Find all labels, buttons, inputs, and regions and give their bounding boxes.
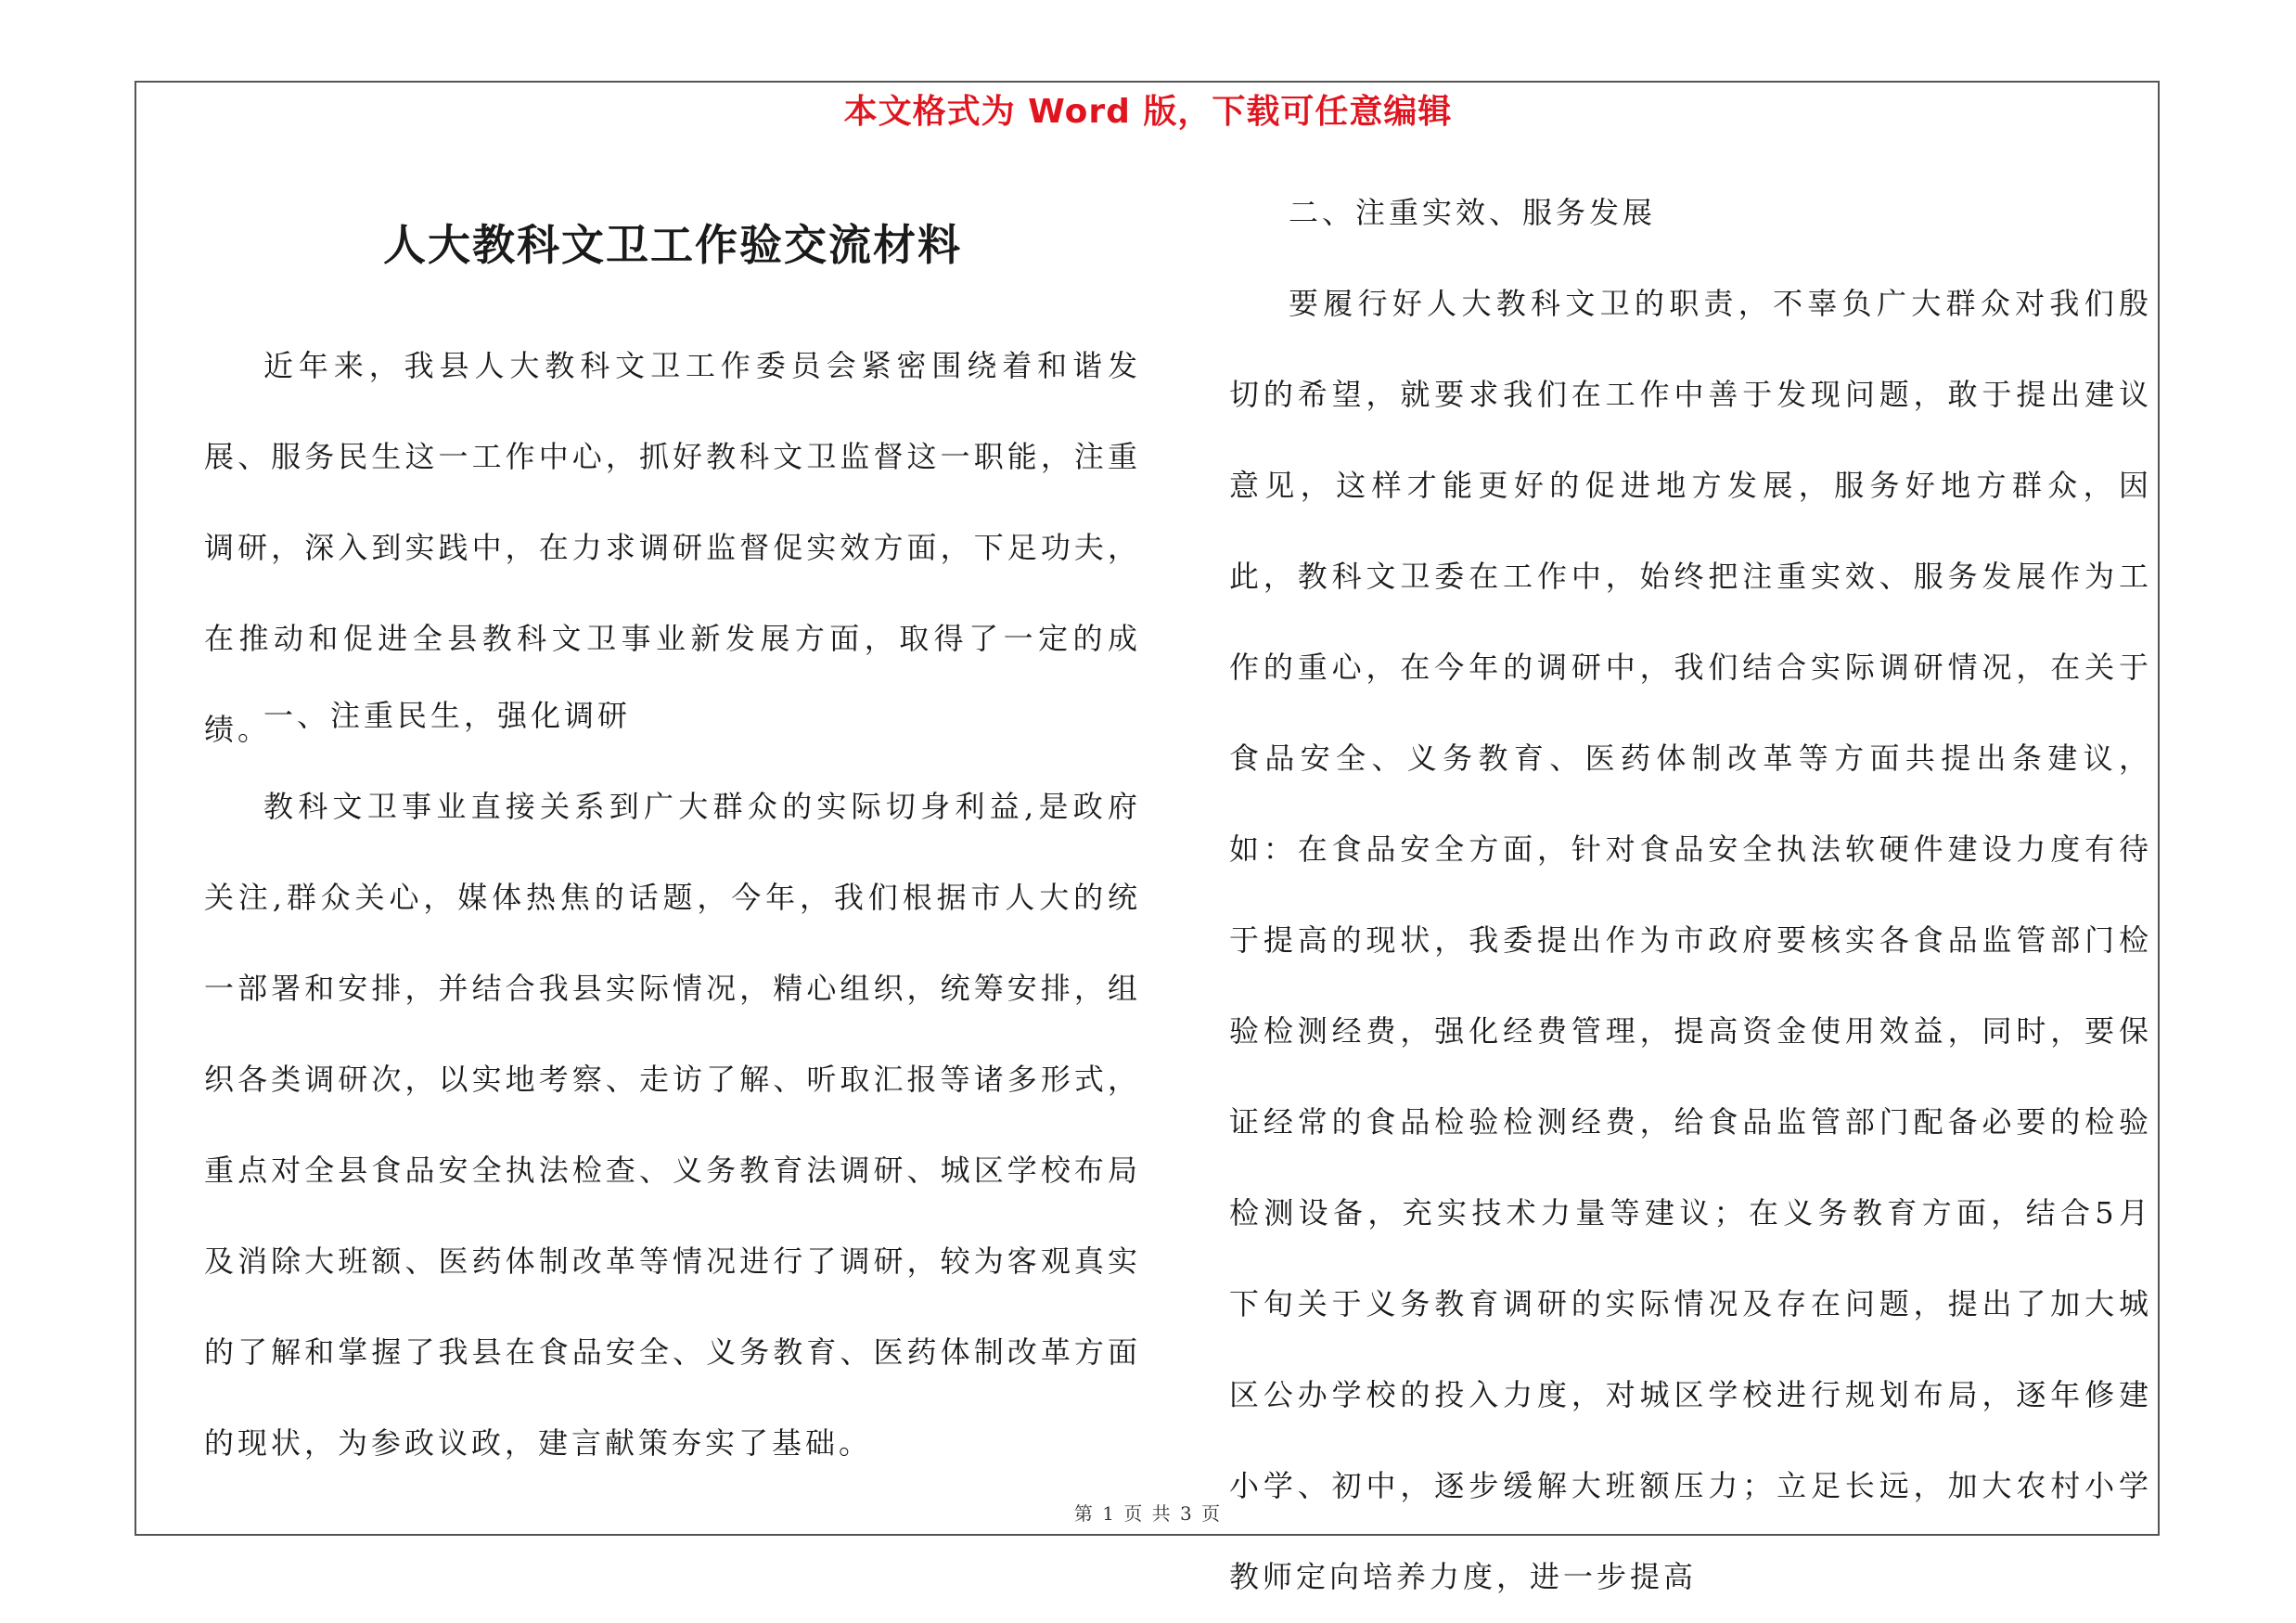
banner-notice: 本文格式为 Word 版，下载可任意编辑 — [843, 93, 1453, 131]
paragraph-section-1: 教科文卫事业直接关系到广大群众的实际切身利益,是政府关注,群众关心，媒体热焦的话题，今年，我们根据市人大的统一部署和安排，并结合我县实际情况，精心组织，统筹安排，组织各类调研次，以实地考察、走访了解、听取汇报等诸多形式，重点对全县食品安全执法检查、义务教育法调研、城区学校布局及消除大班额、医药体制改革等情况进行了调研，较为客观真实的了解和掌握了我县在食品安全、义务教育、医药体制改革方面的现状，为参政议政，建言献策夯实了基础。 — [204, 789, 1141, 1461]
document-title: 人大教科文卫工作验交流材料 — [383, 220, 962, 270]
heading-section-1: 一、注重民生，强化调研 — [263, 698, 632, 733]
paragraph-intro: 近年来，我县人大教科文卫工作委员会紧密围绕着和谐发展、服务民生这一工作中心，抓好教科文卫监督这一职能，注重调研，深入到实践中，在力求调研监督促实效方面，下足功夫，在推动和促进全县教科文卫事业新发展方面，取得了一定的成绩。 — [204, 348, 1141, 747]
page-number-footer: 第 1 页 共 3 页 — [1073, 1502, 1223, 1525]
heading-section-2: 二、注重实效、服务发展 — [1289, 195, 1657, 230]
paragraph-section-2: 要履行好人大教科文卫的职责，不辜负广大群众对我们殷切的希望，就要求我们在工作中善于发现问题，敢于提出建议意见，这样才能更好的促进地方发展，服务好地方群众，因此，教科文卫委在工作中，始终把注重实效、服务发展作为工作的重心，在今年的调研中，我们结合实际调研情况，在关于食品安全、义务教育、医药体制改革等方面共提出条建议，如：在食品安全方面，针对食品安全执法软硬件建设力度有待于提高的现状，我委提出作为市政府要核实各食品监管部门检验检测经费，强化经费管理，提高资金使用效益，同时，要保证经常的食品检验检测经费，给食品监管部门配备必要的检验检测设备，充实技术力量等建议；在义务教育方面，结合5月下旬关于义务教育调研的实际情况及存在问题，提出了加大城区公办学校的投入力度，对城区学校进行规划布局，逐年修建小学、初中，逐步缓解大班额压力；立足长远，加大农村小学教师定向培养力度，进一步提高 — [1229, 286, 2152, 1594]
